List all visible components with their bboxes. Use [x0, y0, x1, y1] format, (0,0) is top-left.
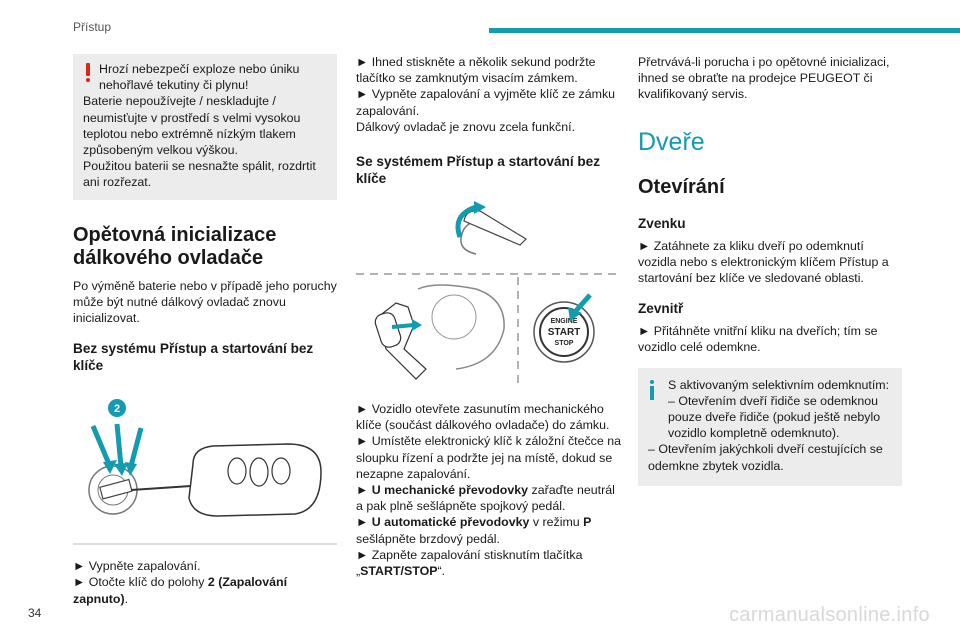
warning-line-1: Hrozí nebezpečí exploze nebo úniku nehořlavé tekutiny či plynu!	[99, 62, 300, 93]
step-manual-gearbox	[356, 482, 622, 514]
info-icon	[649, 380, 655, 402]
info-line-2: – Otevřením dveří řidiče se odemknou pouze dveře řidiče (pokud ještě nebylo vozidlo kompletně odemknuto).	[668, 393, 881, 441]
subtitle-without-keyless: Bez systému Přístup a startování bez klíče	[73, 341, 314, 374]
key-fob-illustration	[73, 386, 337, 546]
warning-line-3: Použitou baterii se nesnažte spálit, rozdrtit ani rozřezat.	[83, 159, 316, 190]
column-left	[73, 54, 337, 607]
step-automatic-gearbox-text: sešlápněte brzdový pedál.	[356, 531, 500, 546]
step-turn-key	[73, 574, 337, 606]
button-label-start: START	[547, 327, 581, 339]
subtitle-outside: Zvenku	[638, 215, 686, 231]
chapter-title: Dveře	[638, 127, 705, 156]
step-manual-gearbox-text: zařaďte neutrál a pak plně sešlápněte spojkový pedál.	[356, 483, 615, 514]
step-press-lock: ► Ihned stiskněte a několik sekund podržte tlačítko se zamknutým visacím zámkem.	[356, 55, 596, 86]
inside-text: ► Přitáhněte vnitřní kliku na dveřích; tím se vozidlo celé odemkne.	[638, 324, 878, 355]
step-automatic-gearbox	[356, 514, 622, 546]
step-start-engine-button: START/STOP	[360, 564, 438, 579]
subtitle-inside: Zevnitř	[638, 301, 684, 317]
mechanical-key-icon	[464, 211, 526, 245]
step-manual-gearbox-prefix: ►	[356, 483, 372, 498]
step-turn-key-position: 2 (Zapalování zapnuto)	[73, 575, 288, 606]
warning-line-2: Baterie nepoužívejte / neskladujte / neumisťujte v prostředí s velmi vysokou teplotou nebo extrémně nízkým tlakem způsobeným velkou výškou.	[83, 94, 301, 158]
button-label-engine: ENGINE	[550, 318, 578, 326]
warning-box	[73, 54, 337, 200]
result-text: Dálkový ovladač je znovu zcela funkční.	[356, 119, 576, 134]
info-line-3: – Otevřením jakýchkoli dveří cestujících se odemkne zbytek vozidla.	[648, 442, 883, 473]
step-automatic-gearbox-prefix: ►	[356, 515, 372, 530]
section-title-opening: Otevírání	[638, 175, 725, 198]
step-turn-key-prefix: ► Otočte klíč do polohy	[73, 575, 208, 590]
step-automatic-gearbox-label: U automatické převodovky	[371, 515, 530, 530]
reinit-intro: Po výměně baterie nebo v případě jeho poruchy může být nutné dálkový ovladač znovu inicializovat.	[73, 278, 337, 326]
persisting-fault-text: Přetrvává-li porucha i po opětovné inicializaci, ihned se obraťte na prodejce PEUGEOT či kvalifikovaný servis.	[638, 55, 890, 102]
step-remove-key: ► Vypněte zapalování a vyjměte klíč ze zámku zapalování.	[356, 87, 616, 118]
step-start-engine	[356, 547, 622, 579]
running-header: Přístup	[73, 20, 112, 34]
step-automatic-gearbox-mode: P	[583, 515, 592, 530]
step-start-engine-prefix: ► Zapněte zapalování stisknutím tlačítka „	[356, 547, 583, 579]
button-label-stop: STOP	[554, 340, 574, 348]
position-marker-label: 2	[113, 403, 121, 416]
step-turn-key-suffix: .	[124, 591, 129, 606]
column-right	[638, 54, 902, 486]
info-line-1: S aktivovaným selektivním odemknutím:	[668, 377, 890, 392]
header-accent-bar	[489, 28, 960, 33]
keyless-start-illustration	[356, 199, 622, 389]
step-ignition-off: ► Vypněte zapalování.	[73, 559, 201, 574]
warning-icon	[85, 63, 91, 83]
subtitle-with-keyless: Se systémem Přístup a startování bez klíče	[356, 154, 601, 187]
step-open-mechanical-key: ► Vozidlo otevřete zasunutím mechanického klíče (součást dálkového ovladače) do zámku.	[356, 402, 610, 433]
page-number: 34	[28, 606, 42, 620]
column-middle	[356, 54, 622, 579]
section-title-reinit: Opětovná inicializace dálkového ovladače	[73, 223, 277, 269]
step-manual-gearbox-label: U mechanické převodovky	[371, 483, 529, 498]
info-box	[638, 368, 902, 486]
step-place-electronic-key: ► Umístěte elektronický klíč k záložní čtečce na sloupku řízení a podržte jej na místě, dokud se nezapne zapalování.	[356, 434, 621, 481]
step-start-engine-suffix: “.	[437, 564, 446, 579]
watermark-text: carmanualsonline.info	[729, 604, 930, 626]
outside-text: ► Zatáhnete za kliku dveří po odemknutí vozidla nebo s elektronickým klíčem Přístup a startování bez klíče ve sledované oblasti.	[638, 238, 889, 286]
step-automatic-gearbox-mid: v režimu	[529, 515, 584, 530]
